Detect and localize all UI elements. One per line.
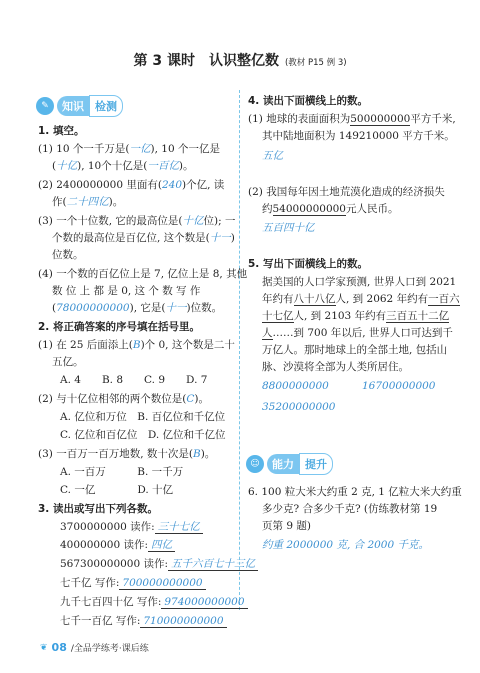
q4-2-line2: 约54000000000元人民币。: [262, 203, 399, 215]
q2-2-options-1: A. 亿位和万位 B. 百亿位和千亿位: [60, 411, 226, 423]
q1-heading: 1. 填空。: [38, 125, 85, 137]
q5-para-line: 年约有八十八亿人, 到 2062 年约有一百六: [262, 293, 460, 305]
q6-line2: 多少克? 合多少千克? (仿练教材第 19: [262, 503, 438, 515]
underlined-number: 54000000000: [272, 203, 346, 215]
answer: 二十四亿: [66, 196, 109, 208]
q5-answer-3: 35200000000: [262, 401, 336, 413]
answer: 78000000000: [56, 302, 130, 314]
q6-line3: 页第 9 题): [262, 520, 311, 532]
q3-row: 3700000000 读作: 三十七亿: [60, 519, 203, 534]
q3-row: 七千亿 写作: 700000000000: [60, 575, 206, 590]
q4-2-answer: 五百四十亿: [262, 222, 315, 234]
answer: 四亿: [148, 539, 175, 552]
q1-4-line3: (78000000000), 它是(十一)位数。: [52, 302, 223, 314]
q4-1-answer: 五亿: [262, 150, 283, 162]
q3-row: 400000000 读作: 四亿: [60, 537, 175, 552]
section-badge-knowledge: ✎ 知识 检测: [36, 96, 123, 116]
page-number: 08: [51, 641, 67, 654]
lesson-title: 第 3 课时 认识整亿数: [133, 53, 279, 69]
q3-row: 567300000000 读作: 五千六百七十三亿: [60, 556, 258, 571]
q1-3-line2: 个数的最高位是百亿位, 这个数是(十一): [52, 232, 235, 244]
q4-heading: 4. 读出下面横线上的数。: [248, 95, 368, 107]
q5-heading: 5. 写出下面横线上的数。: [248, 258, 368, 270]
q3-row: 七千一百亿 写作: 710000000000: [60, 613, 227, 628]
q4-1-line1: (1) 地球的表面面积为500000000平方千米,: [248, 113, 456, 125]
q2-1-line1: (1) 在 25 后面添上(B)个 0, 这个数是二十: [38, 339, 235, 351]
q1-2-line2: 作(二十四亿)。: [52, 196, 124, 208]
answer: B: [192, 448, 201, 460]
q4-1-line2: 其中陆地面积为 149210000 平方千米。: [262, 130, 455, 142]
page-footer: [40, 641, 149, 654]
column-divider: [239, 90, 240, 610]
answer: 五千六百七十三亿: [168, 558, 258, 571]
q5-para-line: 万亿人。那时地球上的全部土地, 包括山: [262, 344, 448, 356]
answer: 三十七亿: [155, 521, 203, 534]
q1-2-line1: (2) 2400000000 里面有(240)个亿, 读: [38, 179, 225, 191]
q1-1-line1: (1) 10 个一千万是(一亿), 10 个一亿是: [38, 143, 220, 155]
q2-3-line1: (3) 一百万一百万地数, 数十次是(B)。: [38, 448, 216, 460]
robot-icon: ☺: [246, 455, 264, 473]
answer: 一百亿: [147, 160, 179, 172]
q1-1-line2: (十亿), 10个十亿是(一百亿)。: [52, 160, 194, 172]
q5-answer-2: 16700000000: [362, 380, 436, 392]
q2-3-options-2: C. 一亿 D. 十亿: [60, 484, 174, 496]
q6-line1: 6. 100 粒大米大约重 2 克, 1 亿粒大米大约重: [248, 486, 462, 498]
book-icon: ✎: [36, 97, 54, 115]
q5-para-line: 人……到 700 年以后, 世界人口可达到千: [262, 327, 453, 339]
q3-row: 九千七百四十亿 写作: 974000000000: [60, 594, 248, 609]
q5-para-line: 据美国的人口学家预测, 世界人口到 2021: [262, 276, 457, 288]
answer: B: [132, 339, 141, 351]
q2-1-line2: 五亿。: [52, 356, 84, 368]
q1-3-line1: (3) 一个十位数, 它的最高位是(十亿位); 一: [38, 215, 236, 227]
leaf-icon: ❦: [40, 642, 48, 653]
q1-4-line2: 数 位 上 都 是 0, 这 个 数 写 作: [52, 285, 201, 297]
answer: 700000000000: [119, 577, 205, 590]
q5-para-line: 十七亿人, 到 2103 年约有三百五十二亿: [262, 310, 450, 322]
q2-heading: 2. 将正确答案的序号填在括号里。: [38, 321, 200, 333]
section-badge-ability: ☺ 能力 提升: [246, 454, 333, 474]
answer: 974000000000: [161, 596, 247, 609]
q5-answer-1: 8800000000: [262, 380, 329, 392]
q2-1-options: A. 4 B. 8 C. 9 D. 7: [60, 374, 208, 386]
answer: 240: [161, 179, 182, 191]
q2-2-line1: (2) 与十亿位相邻的两个数位是(C)。: [38, 393, 209, 405]
answer: 710000000000: [140, 615, 226, 628]
q6-answer: 约重 2000000 克, 合 2000 千克。: [262, 539, 430, 551]
answer: 一亿: [129, 143, 151, 155]
q3-heading: 3. 读出或写出下列各数。: [38, 503, 158, 515]
answer: 十亿: [182, 215, 204, 227]
q2-2-options-2: C. 亿位和百亿位 D. 亿位和千亿位: [60, 429, 226, 441]
q1-4-line1: (4) 一个数的百亿位上是 7, 亿位上是 8, 其他: [38, 268, 248, 280]
q5-para-line: 脉、沙漠将全部为人类所居住。: [262, 361, 409, 373]
q4-2-line1: (2) 我国每年因土地荒漠化造成的经济损失: [248, 186, 445, 198]
answer: 十一: [209, 232, 231, 244]
footer-text: /全品学练考·课后练: [70, 644, 149, 654]
answer: C: [186, 393, 195, 405]
answer: 十亿: [56, 160, 78, 172]
answer: 十一: [165, 302, 187, 314]
lesson-ref: (教材 P15 例 3): [284, 58, 347, 68]
q2-3-options-1: A. 一百万 B. 一千万: [60, 466, 184, 478]
underlined-number: 500000000: [350, 113, 411, 125]
page-title: [0, 50, 480, 70]
q1-3-line3: 位数。: [52, 249, 84, 261]
